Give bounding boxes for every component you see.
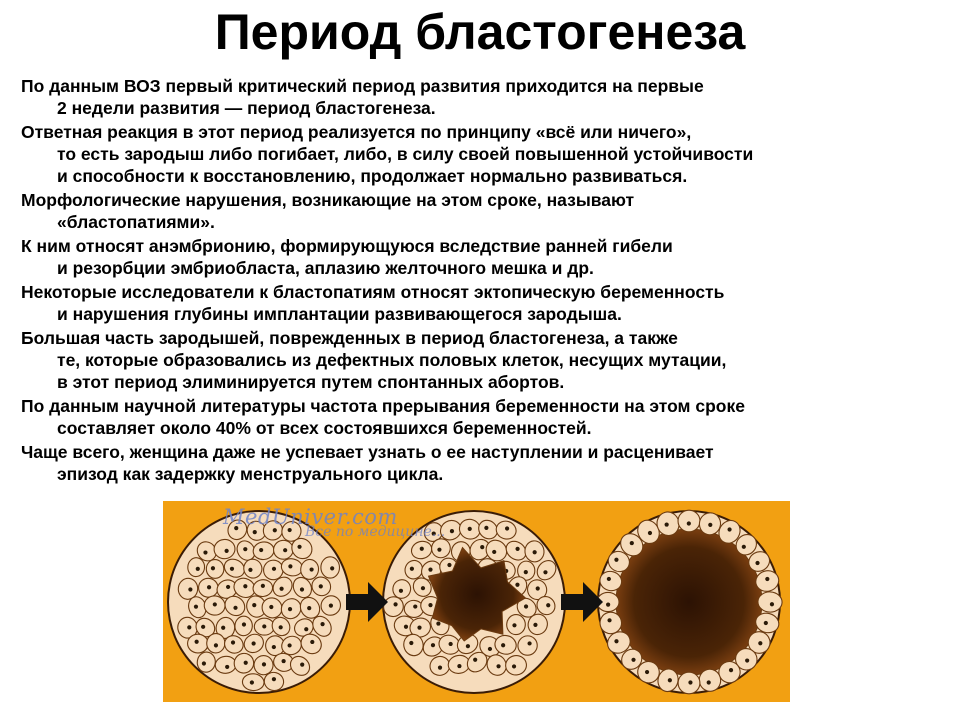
cell-nucleus <box>488 647 492 651</box>
paragraph-line: Чаще всего, женщина даже не успевает узнать о ее наступлении и расценивает <box>21 442 714 462</box>
cell-nucleus <box>213 602 217 606</box>
cell-nucleus <box>196 567 200 571</box>
cell-nucleus <box>614 558 618 562</box>
cell-nucleus <box>330 566 334 570</box>
cell-nucleus <box>259 548 263 552</box>
cell-nucleus <box>764 621 768 625</box>
cell-nucleus <box>188 587 192 591</box>
paragraph <box>21 121 946 187</box>
cell-nucleus <box>413 604 417 608</box>
cell-nucleus <box>329 604 333 608</box>
cell-nucleus <box>668 678 672 682</box>
cell-nucleus <box>282 659 286 663</box>
cell-nucleus <box>310 640 314 644</box>
arrow-right-icon <box>346 582 388 622</box>
cell-nucleus <box>417 626 421 630</box>
cell-nucleus <box>630 541 634 545</box>
cell-nucleus <box>231 640 235 644</box>
paragraph-line: 2 недели развития — период бластогенеза. <box>57 98 436 118</box>
paragraph <box>21 75 946 119</box>
cell-nucleus <box>307 606 311 610</box>
cell-nucleus <box>225 549 229 553</box>
cell-nucleus <box>214 643 218 647</box>
cell-nucleus <box>300 587 304 591</box>
cell-nucleus <box>758 641 762 645</box>
cell-nucleus <box>410 567 414 571</box>
cell-nucleus <box>272 677 276 681</box>
cell-nucleus <box>524 570 528 574</box>
cell-nucleus <box>473 658 477 662</box>
blastogenesis-illustration <box>163 501 790 702</box>
cell-nucleus <box>319 584 323 588</box>
cell-nucleus <box>253 530 257 534</box>
cell <box>187 634 208 653</box>
cell-nucleus <box>399 589 403 593</box>
cell-nucleus <box>243 584 247 588</box>
cell-nucleus <box>226 585 230 589</box>
cell-nucleus <box>203 550 207 554</box>
cell-nucleus <box>480 545 484 549</box>
cell-nucleus <box>606 602 610 606</box>
cell-nucleus <box>607 618 611 622</box>
cell-nucleus <box>279 625 283 629</box>
cell-nucleus <box>515 583 519 587</box>
cell-nucleus <box>492 550 496 554</box>
cell-nucleus <box>283 548 287 552</box>
paragraph-line: Некоторые исследователи к бластопатиям относят эктопическую беременность <box>21 282 725 302</box>
cell-nucleus <box>225 665 229 669</box>
cell-nucleus <box>233 606 237 610</box>
cell-nucleus <box>269 605 273 609</box>
paragraph-line: К ним относят анэмбрионию, формирующуюся вследствие ранней гибели <box>21 236 673 256</box>
cell-nucleus <box>243 547 247 551</box>
cell-nucleus <box>546 603 550 607</box>
cell-nucleus <box>304 627 308 631</box>
cell-nucleus <box>248 568 252 572</box>
paragraph-line: Ответная реакция в этот период реализуется по принципу «всё или ничего», <box>21 122 692 142</box>
cell-nucleus <box>484 526 488 530</box>
cell-nucleus <box>262 624 266 628</box>
cell-nucleus <box>288 607 292 611</box>
cell-nucleus <box>512 623 516 627</box>
cell-nucleus <box>288 564 292 568</box>
cell-nucleus <box>645 670 649 674</box>
cell-nucleus <box>665 522 669 526</box>
cell-nucleus <box>524 604 528 608</box>
cell-nucleus <box>272 645 276 649</box>
cell-nucleus <box>195 640 199 644</box>
cell-nucleus <box>533 550 537 554</box>
watermark-site: MedUniver.com <box>223 505 398 529</box>
cell-nucleus <box>207 585 211 589</box>
cell-nucleus <box>755 561 759 565</box>
paragraph-line: и способности к восстановлению, продолжает нормально развиваться. <box>57 166 688 186</box>
cell-nucleus <box>449 642 453 646</box>
cell-nucleus <box>409 641 413 645</box>
paragraph <box>21 235 946 279</box>
cell-nucleus <box>300 663 304 667</box>
cell-nucleus <box>727 527 731 531</box>
paragraph-line: составляет около 40% от всех состоявшихся беременностей. <box>57 418 592 438</box>
cell <box>321 557 340 579</box>
cell-nucleus <box>729 668 733 672</box>
cell-nucleus <box>614 639 618 643</box>
cell-nucleus <box>310 567 314 571</box>
cell-nucleus <box>201 625 205 629</box>
cell-nucleus <box>436 621 440 625</box>
embryo-stages-diagram <box>163 501 790 702</box>
cell-nucleus <box>515 547 519 551</box>
cell-nucleus <box>631 658 635 662</box>
cell-nucleus <box>320 622 324 626</box>
cell-nucleus <box>501 643 505 647</box>
cell-nucleus <box>202 661 206 665</box>
cell-nucleus <box>230 567 234 571</box>
cell-nucleus <box>688 680 692 684</box>
paragraph-line: Морфологические нарушения, возникающие на этом сроке, называют <box>21 190 635 210</box>
cell-nucleus <box>543 570 547 574</box>
cell-nucleus <box>262 662 266 666</box>
cell-nucleus <box>742 545 746 549</box>
cell-nucleus <box>648 531 652 535</box>
cell-nucleus <box>194 605 198 609</box>
cell-nucleus <box>244 661 248 665</box>
watermark-motto: Все по медицине... <box>305 524 446 540</box>
cell-nucleus <box>505 526 509 530</box>
cell-nucleus <box>687 521 691 525</box>
cell-nucleus <box>438 665 442 669</box>
arrow-right-icon <box>561 582 603 622</box>
cell <box>206 559 224 579</box>
paragraph-line: и нарушения глубины имплантации развивающегося зародыша. <box>57 304 622 324</box>
cell-nucleus <box>252 603 256 607</box>
paragraph <box>21 189 946 233</box>
cell-nucleus <box>261 584 265 588</box>
cell-nucleus <box>533 623 537 627</box>
stage-blastula <box>597 510 783 694</box>
cell-nucleus <box>242 622 246 626</box>
paragraph-line: и резорбции эмбриобласта, аплазию желточного мешка и др. <box>57 258 594 278</box>
cell <box>678 510 700 532</box>
cell-nucleus <box>536 586 540 590</box>
cell-nucleus <box>252 641 256 645</box>
cell-nucleus <box>404 625 408 629</box>
cell-nucleus <box>450 529 454 533</box>
paragraph-line: «бластопатиями». <box>57 212 215 232</box>
cell-nucleus <box>280 587 284 591</box>
paragraph-line: По данным ВОЗ первый критический период развития приходится на первые <box>21 76 704 96</box>
cell-nucleus <box>607 577 611 581</box>
cell-nucleus <box>770 602 774 606</box>
paragraph-line: По данным научной литературы частота прерывания беременности на этом сроке <box>21 396 745 416</box>
paragraph-line: эпизод как задержку менструального цикла. <box>57 464 444 484</box>
cell-nucleus <box>393 602 397 606</box>
cell-nucleus <box>496 664 500 668</box>
cell-nucleus <box>297 545 301 549</box>
cell-nucleus <box>707 680 711 684</box>
cell-nucleus <box>527 641 531 645</box>
cell-nucleus <box>287 643 291 647</box>
slide-title: Период бластогенеза <box>214 4 746 60</box>
cell-nucleus <box>221 626 225 630</box>
cell-nucleus <box>457 664 461 668</box>
paragraph <box>21 281 946 325</box>
cell-nucleus <box>437 548 441 552</box>
cell-nucleus <box>250 680 254 684</box>
cell-nucleus <box>187 625 191 629</box>
cell-nucleus <box>211 566 215 570</box>
cell-nucleus <box>421 586 425 590</box>
text-body <box>21 75 946 487</box>
cell-nucleus <box>428 603 432 607</box>
cell-nucleus <box>765 577 769 581</box>
cell-nucleus <box>431 643 435 647</box>
paragraph <box>21 441 946 485</box>
cell-nucleus <box>420 547 424 551</box>
cell-nucleus <box>428 567 432 571</box>
cell-nucleus <box>447 563 451 567</box>
cell-nucleus <box>272 567 276 571</box>
paragraph-line: то есть зародыш либо погибает, либо, в силу своей повышенной устойчивости <box>57 144 754 164</box>
cell-nucleus <box>708 523 712 527</box>
cell-nucleus <box>468 527 472 531</box>
paragraph <box>21 395 946 439</box>
paragraph-line: те, которые образовались из дефектных половых клеток, несущих мутации, <box>57 350 727 370</box>
cell-nucleus <box>745 658 749 662</box>
cell-nucleus <box>512 664 516 668</box>
paragraph-line: Большая часть зародышей, поврежденных в период бластогенеза, а также <box>21 328 678 348</box>
paragraph <box>21 327 946 393</box>
cell-nucleus <box>466 644 470 648</box>
paragraph-line: в этот период элиминируется путем спонтанных абортов. <box>57 372 565 392</box>
